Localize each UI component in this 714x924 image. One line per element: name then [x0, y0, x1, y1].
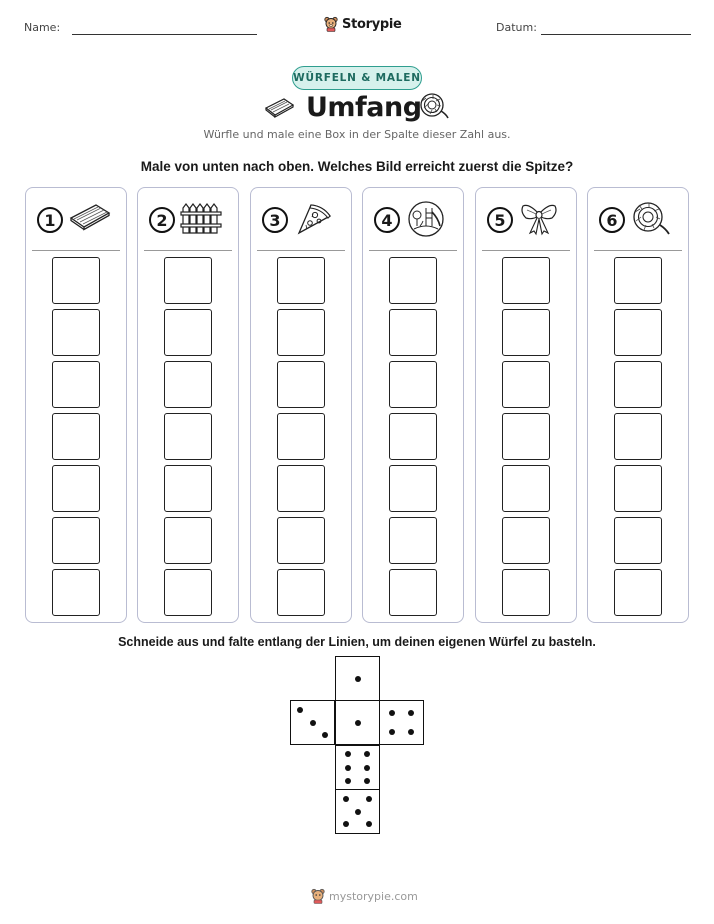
chocolate-bar-icon [68, 200, 112, 237]
column-divider [594, 250, 682, 251]
category-badge: WÜRFELN & MALEN [292, 66, 422, 90]
column-number: 2 [149, 207, 175, 233]
dice-pip [355, 720, 361, 726]
color-box[interactable] [164, 413, 212, 460]
color-box[interactable] [52, 309, 100, 356]
column-divider [369, 250, 457, 251]
name-line[interactable] [72, 34, 257, 35]
dice-face [335, 700, 380, 745]
dice-column [362, 187, 464, 623]
dice-pip [343, 796, 349, 802]
color-box[interactable] [52, 413, 100, 460]
color-box[interactable] [389, 569, 437, 616]
playground-icon [405, 200, 447, 243]
bear-mascot-icon [311, 888, 325, 904]
color-box[interactable] [164, 517, 212, 564]
dice-pip [366, 796, 372, 802]
dice-column [25, 187, 127, 623]
color-box[interactable] [502, 257, 550, 304]
pizza-slice-icon [293, 200, 335, 241]
color-box[interactable] [614, 517, 662, 564]
color-box[interactable] [52, 517, 100, 564]
color-box[interactable] [502, 413, 550, 460]
name-label: Name: [24, 21, 61, 34]
dice-face [335, 745, 380, 790]
chocolate-bar-icon [262, 96, 296, 118]
bow-icon [518, 200, 560, 241]
worksheet-header [0, 14, 714, 44]
color-box[interactable] [52, 465, 100, 512]
color-box[interactable] [502, 309, 550, 356]
color-box[interactable] [164, 309, 212, 356]
dice-pip [355, 676, 361, 682]
dice-pip [364, 778, 370, 784]
dice-pip [345, 778, 351, 784]
color-box[interactable] [277, 517, 325, 564]
color-box[interactable] [164, 361, 212, 408]
column-header [588, 188, 688, 250]
color-box[interactable] [389, 465, 437, 512]
dice-pip [345, 765, 351, 771]
color-box[interactable] [389, 257, 437, 304]
color-box[interactable] [502, 569, 550, 616]
color-box[interactable] [502, 465, 550, 512]
column-number: 4 [374, 207, 400, 233]
color-box[interactable] [389, 361, 437, 408]
column-divider [32, 250, 120, 251]
column-divider [257, 250, 345, 251]
page-title: Umfang [306, 92, 422, 123]
color-box[interactable] [389, 517, 437, 564]
color-box[interactable] [614, 413, 662, 460]
dice-pip [322, 732, 328, 738]
footer [0, 888, 714, 906]
color-box[interactable] [389, 413, 437, 460]
dice-pip [364, 765, 370, 771]
column-divider [144, 250, 232, 251]
color-box[interactable] [164, 257, 212, 304]
column-number: 3 [262, 207, 288, 233]
dice-pip [345, 751, 351, 757]
rope-coil-icon [418, 92, 450, 120]
column-number: 6 [599, 207, 625, 233]
color-box[interactable] [614, 309, 662, 356]
bear-mascot-icon [324, 16, 338, 32]
dice-pip [355, 809, 361, 815]
dice-face [335, 656, 380, 701]
cut-instruction: Schneide aus und falte entlang der Linien, um deinen eigenen Würfel zu basteln. [118, 635, 596, 649]
date-line[interactable] [541, 34, 691, 35]
color-box[interactable] [614, 569, 662, 616]
dice-pip [343, 821, 349, 827]
title-row [0, 92, 714, 126]
rope-coil-icon [630, 200, 672, 241]
game-instruction: Male von unten nach oben. Welches Bild erreicht zuerst die Spitze? [140, 159, 574, 174]
column-header [251, 188, 351, 250]
color-box[interactable] [164, 465, 212, 512]
dice-pip [389, 710, 395, 716]
column-header [476, 188, 576, 250]
color-box[interactable] [389, 309, 437, 356]
footer-brand [311, 888, 418, 904]
column-header [363, 188, 463, 250]
color-box[interactable] [614, 465, 662, 512]
color-box[interactable] [277, 569, 325, 616]
column-number: 1 [37, 207, 63, 233]
column-header [26, 188, 126, 250]
column-header [138, 188, 238, 250]
column-divider [482, 250, 570, 251]
dice-face [290, 700, 335, 745]
brand-logo [324, 14, 402, 34]
dice-face [335, 789, 380, 834]
color-box[interactable] [614, 257, 662, 304]
page-subtitle: Würfle und male eine Box in der Spalte dieser Zahl aus. [203, 128, 511, 141]
dice-column [137, 187, 239, 623]
dice-face [379, 700, 424, 745]
dice-pip [364, 751, 370, 757]
column-number: 5 [487, 207, 513, 233]
date-label: Datum: [496, 21, 537, 34]
color-box[interactable] [52, 569, 100, 616]
color-box[interactable] [502, 517, 550, 564]
color-box[interactable] [277, 361, 325, 408]
dice-column [250, 187, 352, 623]
dice-column [475, 187, 577, 623]
color-box[interactable] [52, 361, 100, 408]
color-box[interactable] [277, 257, 325, 304]
color-box[interactable] [164, 569, 212, 616]
dice-pip [297, 707, 303, 713]
color-box[interactable] [52, 257, 100, 304]
dice-pip [366, 821, 372, 827]
dice-column [587, 187, 689, 623]
fence-icon [180, 200, 224, 241]
brand-name: Storypie [342, 16, 402, 32]
dice-pip [310, 720, 316, 726]
color-box[interactable] [502, 361, 550, 408]
color-box[interactable] [277, 465, 325, 512]
color-box[interactable] [614, 361, 662, 408]
footer-url: mystorypie.com [329, 889, 418, 903]
color-box[interactable] [277, 309, 325, 356]
dice-pip [408, 710, 414, 716]
color-box[interactable] [277, 413, 325, 460]
dice-pip [408, 729, 414, 735]
dice-pip [389, 729, 395, 735]
